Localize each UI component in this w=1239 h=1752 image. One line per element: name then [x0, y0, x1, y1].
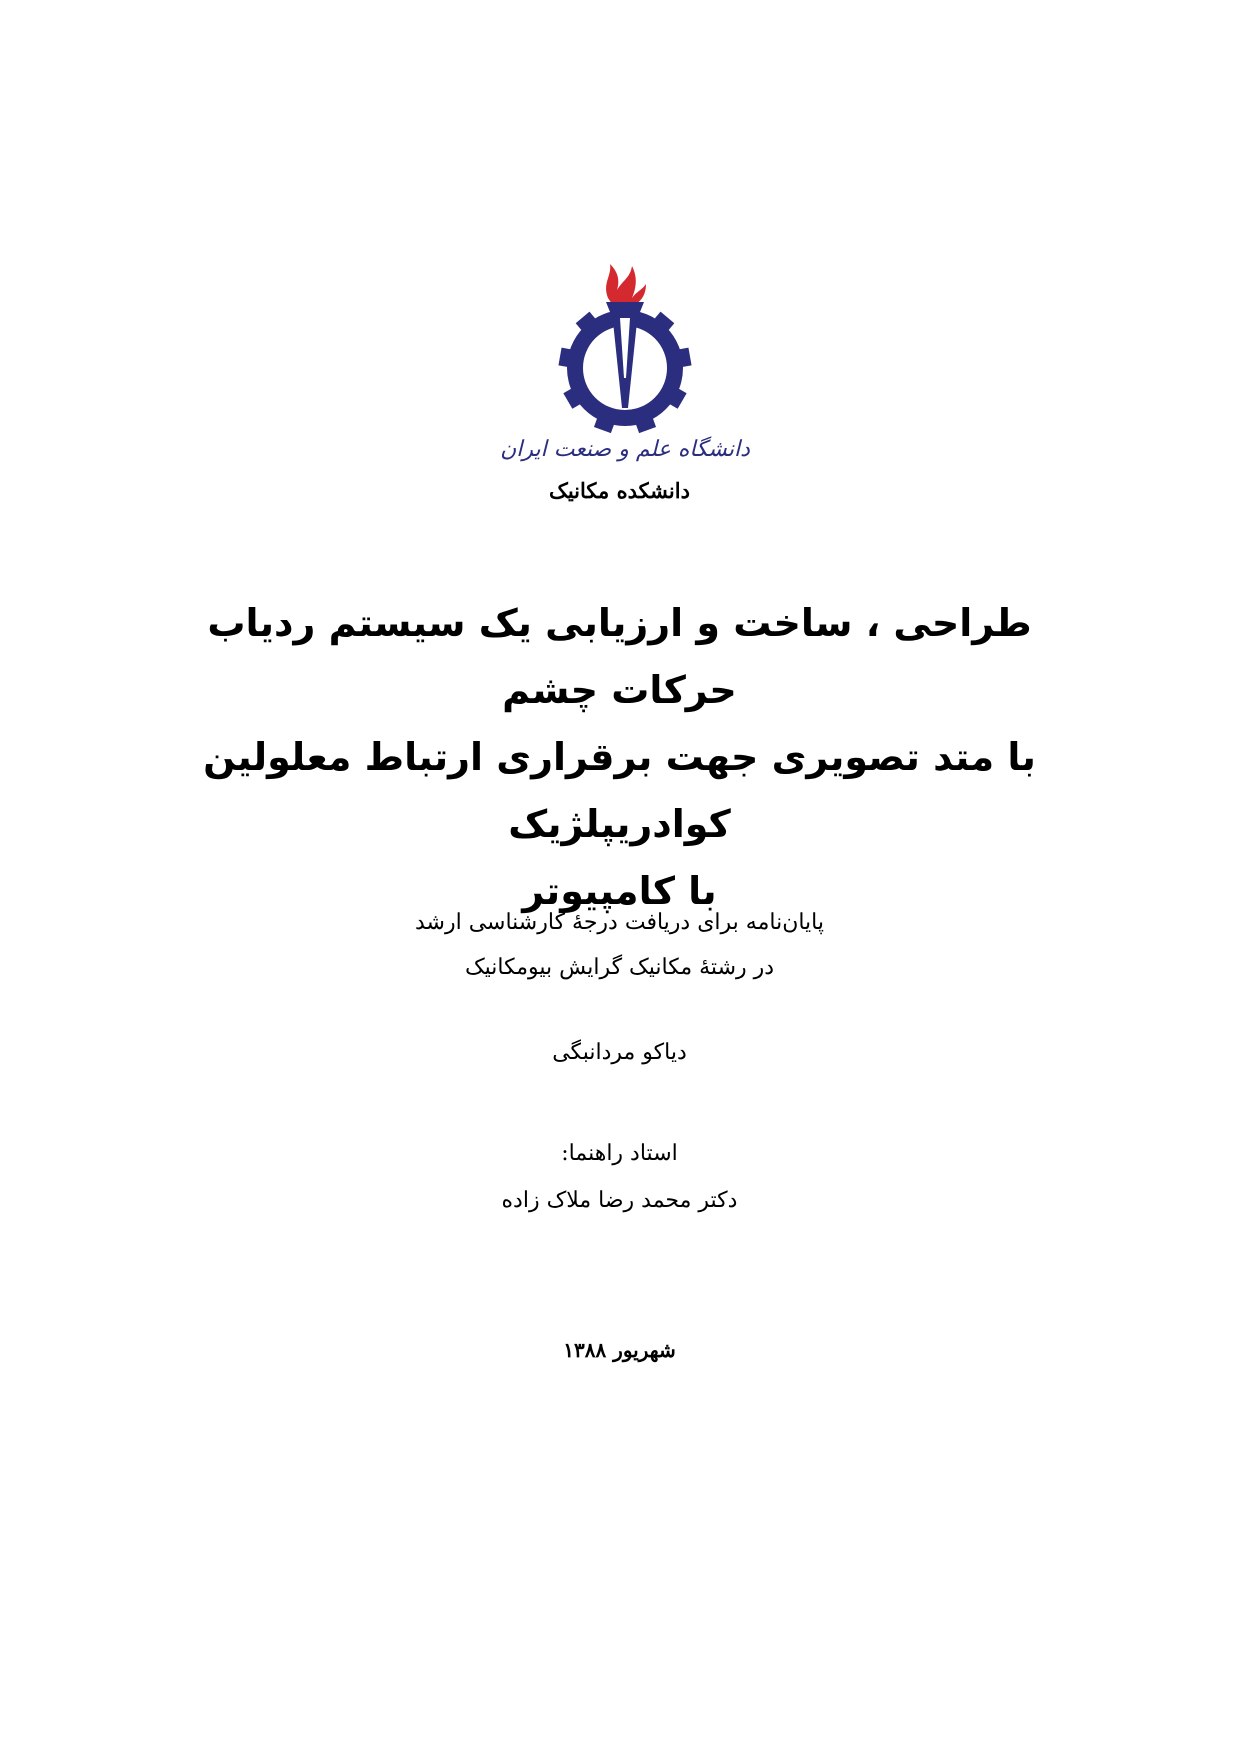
submission-date: شهریور ۱۳۸۸	[563, 1338, 676, 1362]
university-logo	[500, 258, 750, 473]
thesis-title	[150, 590, 1089, 925]
title-line-1: طراحی ، ساخت و ارزیابی یک سیستم ردیاب حرکات چشم	[207, 601, 1032, 712]
degree-line-1: پایان‌نامه برای دریافت درجهٔ کارشناسی ارشد	[414, 910, 825, 935]
advisor-block	[0, 1130, 1239, 1224]
faculty-name: دانشکده مکانیک	[549, 478, 690, 503]
degree-statement	[0, 900, 1239, 990]
degree-line-2: در رشتهٔ مکانیک گرایش بیومکانیک	[464, 955, 775, 980]
advisor-name: دکتر محمد رضا ملاک زاده	[501, 1188, 738, 1213]
author-name: دیاکو مردانبگی	[552, 1040, 687, 1065]
logo-caption: دانشگاه علم و صنعت ایران	[500, 437, 750, 462]
gear-torch-emblem-icon	[500, 258, 750, 473]
title-line-3: با کامپیوتر	[522, 869, 717, 913]
title-line-2: با متد تصویری جهت برقراری ارتباط معلولین کوادریپلژیک	[203, 735, 1036, 846]
advisor-label: استاد راهنما:	[561, 1141, 678, 1166]
